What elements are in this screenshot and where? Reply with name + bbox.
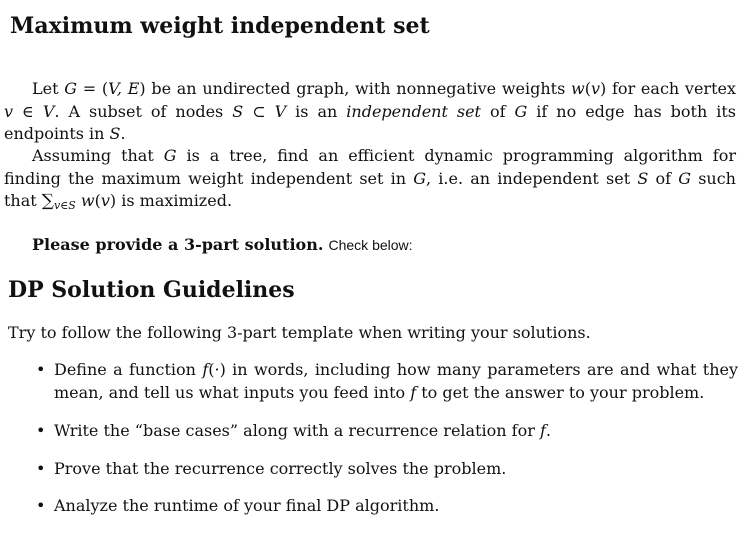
math-var: f <box>539 421 546 440</box>
text-span: Define a function <box>54 360 203 379</box>
text-span: if no edge has both its endpoints in <box>4 101 737 143</box>
problem-definition-paragraph <box>4 78 736 146</box>
bullet-icon: • <box>36 496 46 515</box>
list-item <box>0 458 746 481</box>
text-span: (·) in words, including how many parameters are and what they mean, and tell us what inputs you feed into <box>54 360 739 402</box>
math-var: V <box>274 101 287 121</box>
text-span: ) for each vertex <box>600 79 737 98</box>
document-title: Maximum weight independent set <box>10 13 430 39</box>
paragraph-indent <box>4 146 32 165</box>
bullet-icon: • <box>36 458 46 478</box>
text-span: ∈ <box>13 101 43 121</box>
math-var: S <box>109 124 121 143</box>
emphasis-text: independent set <box>346 101 481 121</box>
bullet-icon: • <box>36 421 46 440</box>
math-var: G <box>64 79 78 98</box>
math-var: w <box>75 191 95 210</box>
text-span: Analyze the runtime of your final DP algorithm. <box>54 496 440 515</box>
math-var: w <box>571 79 585 98</box>
problem-task-paragraph <box>4 145 736 218</box>
text-span: . <box>545 421 551 440</box>
paragraph-indent <box>4 79 32 98</box>
summation-subscript: v∈S <box>53 199 76 212</box>
guidelines-heading: DP Solution Guidelines <box>8 277 295 303</box>
bullet-icon: • <box>36 360 46 379</box>
text-span: of <box>480 101 515 121</box>
text-span: ( <box>94 191 101 210</box>
text-span: to get the answer to your problem. <box>416 382 705 402</box>
text-span: Assuming that <box>32 146 164 165</box>
math-var: G <box>514 101 528 121</box>
math-var: f <box>202 360 209 379</box>
solution-request-bold: Please provide a 3-part solution. <box>32 235 324 254</box>
math-var: v <box>591 79 601 98</box>
summation-symbol: ∑ <box>41 191 54 211</box>
text-span: is an <box>286 101 347 121</box>
list-item <box>0 359 746 404</box>
guidelines-list <box>0 359 746 518</box>
text-span: Let <box>32 79 65 98</box>
math-var: G <box>413 168 427 188</box>
text-span: of <box>648 168 679 188</box>
math-var: V, E <box>108 79 140 98</box>
text-span: ) is maximized. <box>109 191 233 210</box>
check-below-note: Check below: <box>328 237 413 253</box>
math-var: V <box>42 101 55 121</box>
math-var: S <box>232 101 244 121</box>
text-span: ) be an undirected graph, with nonnegative weights <box>139 79 572 98</box>
text-span: ( <box>584 79 591 98</box>
text-span: Write the “base cases” along with a recurrence relation for <box>54 421 540 440</box>
math-var: v <box>4 101 14 121</box>
math-var: f <box>410 382 417 402</box>
solution-request <box>32 233 413 257</box>
guidelines-intro: Try to follow the following 3-part template when writing your solutions. <box>8 323 591 342</box>
math-var: v <box>100 191 110 210</box>
text-span: such that <box>4 168 736 210</box>
text-span: , i.e. an independent set <box>426 168 638 188</box>
list-item <box>0 495 746 518</box>
text-span: = ( <box>77 79 109 98</box>
text-span: . <box>120 124 126 143</box>
text-span: Prove that the recurrence correctly solves the problem. <box>54 458 507 478</box>
math-var: G <box>163 146 177 165</box>
text-span: is a tree, find an efficient dynamic programming algorithm for finding the maximum weight independent set in <box>4 146 736 188</box>
text-span: ⊂ <box>243 101 275 121</box>
math-var: G <box>678 168 692 188</box>
text-span: . A subset of nodes <box>54 101 233 121</box>
list-item <box>0 420 746 443</box>
math-var: S <box>637 168 649 188</box>
